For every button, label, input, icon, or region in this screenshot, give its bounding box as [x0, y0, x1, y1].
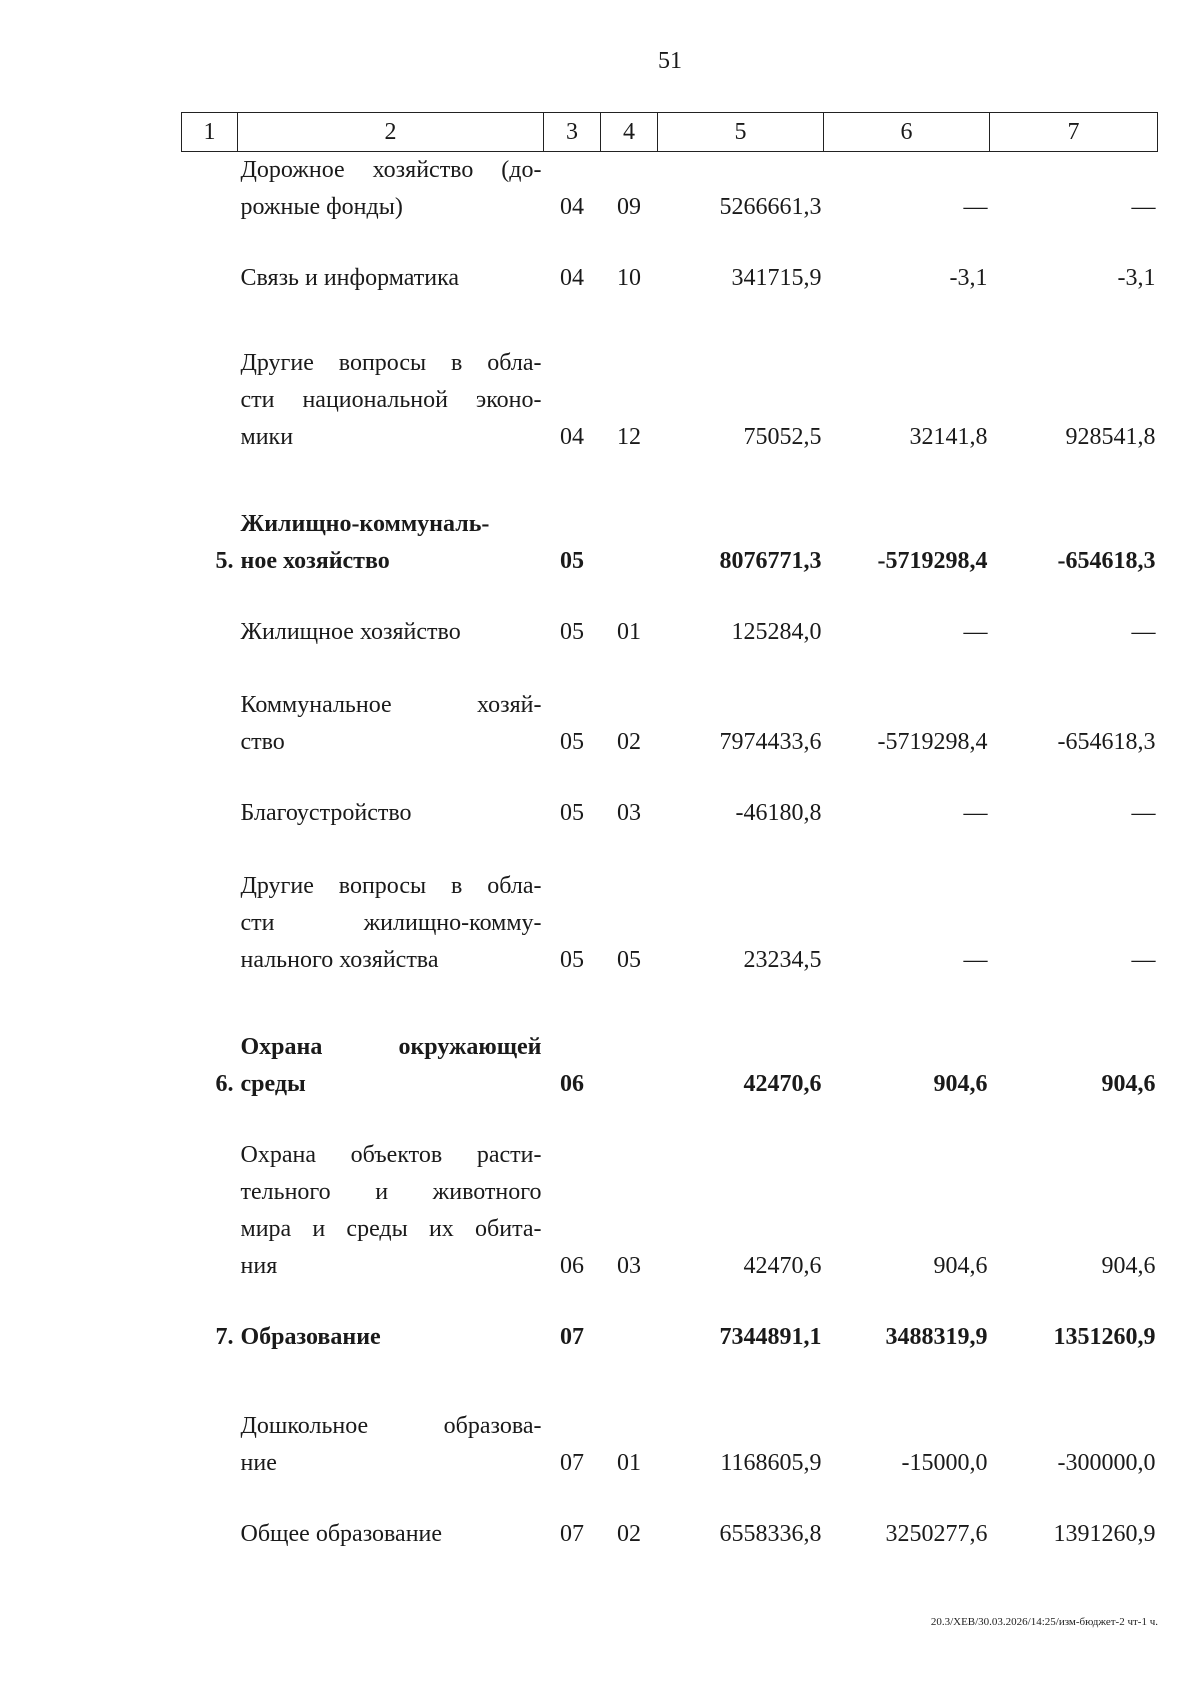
section-code: 05 [560, 947, 584, 973]
amount-col-5: 5266661,3 [719, 194, 822, 220]
amount-col-7: 928541,8 [1065, 424, 1156, 450]
amount-col-5: 6558336,8 [719, 1521, 822, 1547]
section-number [182, 1408, 238, 1482]
item-name-line: Другие вопросы в обла- [240, 350, 542, 376]
row-spacer [182, 761, 1158, 795]
subsection-code: 02 [617, 729, 641, 755]
header-col-4: 4 [601, 113, 658, 152]
table-row [182, 1408, 1158, 1482]
section-code: 04 [560, 265, 584, 291]
section-number [182, 795, 238, 832]
section-code: 07 [560, 1521, 584, 1547]
section-number [182, 152, 238, 227]
item-name-line: ное хозяйство [240, 548, 390, 574]
row-spacer [182, 297, 1158, 345]
item-name [238, 1319, 544, 1356]
amount-col-5: 1168605,9 [720, 1450, 822, 1476]
row-spacer [182, 1285, 1158, 1319]
amount-col-5: 75052,5 [743, 424, 822, 450]
table-row [182, 1137, 1158, 1285]
item-name-line: мики [240, 424, 294, 450]
amount-col-5: 7344891,1 [719, 1324, 822, 1350]
item-name-line: Благоустройство [240, 800, 412, 826]
document-stamp: 20.3/ХЕВ/30.03.2026/14:25/изм-бюджет-2 чт-1 ч. [930, 1616, 1158, 1628]
table-row [182, 506, 1158, 580]
amount-col-7: -3,1 [1117, 265, 1156, 291]
section-code: 07 [560, 1450, 584, 1476]
row-spacer-cell [182, 1482, 1158, 1516]
item-name-line: Жилищно-коммуналь- [240, 511, 490, 537]
amount-col-7: 1391260,9 [1053, 1521, 1156, 1547]
amount-col-5: 42470,6 [743, 1253, 822, 1279]
table-body [182, 152, 1158, 1554]
item-name-line: сти жилищно-комму- [240, 910, 542, 936]
subsection-code [601, 1029, 658, 1103]
item-name [238, 345, 544, 456]
item-name-line: Жилищное хозяйство [240, 619, 461, 645]
budget-table [181, 112, 1158, 1553]
item-name [238, 1029, 544, 1103]
amount-col-6: -3,1 [949, 265, 988, 291]
item-name [238, 1408, 544, 1482]
table-row [182, 868, 1158, 979]
section-number [182, 345, 238, 456]
amount-col-6: -15000,0 [901, 1450, 988, 1476]
row-spacer-cell [182, 1103, 1158, 1137]
subsection-code [601, 506, 658, 580]
section-code: 05 [560, 619, 584, 645]
table-row [182, 614, 1158, 651]
amount-col-7: 904,6 [1101, 1071, 1156, 1097]
row-spacer [182, 1482, 1158, 1516]
item-name [238, 1137, 544, 1285]
row-spacer-cell [182, 979, 1158, 1029]
section-number [182, 1137, 238, 1285]
subsection-code: 01 [617, 1450, 641, 1476]
amount-col-6: — [963, 619, 988, 645]
amount-col-6: 904,6 [933, 1253, 988, 1279]
amount-col-5: 8076771,3 [719, 548, 822, 574]
row-spacer [182, 580, 1158, 614]
section-code: 04 [560, 194, 584, 220]
section-number: 6. [215, 1071, 234, 1097]
header-col-5: 5 [658, 113, 824, 152]
row-spacer [182, 226, 1158, 260]
subsection-code: 03 [617, 1253, 641, 1279]
header-col-6: 6 [824, 113, 990, 152]
header-col-3: 3 [544, 113, 601, 152]
amount-col-7: — [1131, 800, 1156, 826]
item-name [238, 260, 544, 297]
subsection-code: 03 [617, 800, 641, 826]
subsection-code: 12 [617, 424, 641, 450]
row-spacer [182, 832, 1158, 868]
amount-col-5: 7974433,6 [719, 729, 822, 755]
table-row [182, 687, 1158, 761]
subsection-code: 02 [617, 1521, 641, 1547]
table-row [182, 1516, 1158, 1553]
amount-col-7: 1351260,9 [1053, 1324, 1156, 1350]
subsection-code [601, 1319, 658, 1356]
item-name-line: ния [240, 1253, 278, 1279]
section-number [182, 687, 238, 761]
row-spacer [182, 1356, 1158, 1408]
amount-col-6: 3488319,9 [885, 1324, 988, 1350]
amount-col-6: -5719298,4 [877, 548, 988, 574]
subsection-code: 09 [617, 194, 641, 220]
item-name-line: Дошкольное образова- [240, 1413, 542, 1439]
amount-col-7: 904,6 [1101, 1253, 1156, 1279]
table-row [182, 152, 1158, 227]
item-name-line: Коммунальное хозяй- [240, 692, 542, 718]
amount-col-5: 341715,9 [731, 265, 822, 291]
item-name-line: Общее образование [240, 1521, 443, 1547]
row-spacer-cell [182, 651, 1158, 687]
table-row [182, 345, 1158, 456]
item-name-line: ство [240, 729, 285, 755]
row-spacer-cell [182, 580, 1158, 614]
section-code: 06 [560, 1253, 584, 1279]
amount-col-6: 904,6 [933, 1071, 988, 1097]
amount-col-6: — [963, 194, 988, 220]
amount-col-7: — [1131, 194, 1156, 220]
table-row [182, 1029, 1158, 1103]
amount-col-5: 42470,6 [743, 1071, 822, 1097]
header-col-7: 7 [990, 113, 1158, 152]
item-name [238, 614, 544, 651]
amount-col-7: — [1131, 619, 1156, 645]
item-name-line: мира и среды их обита- [240, 1216, 542, 1242]
section-code: 05 [560, 800, 584, 826]
item-name [238, 795, 544, 832]
item-name-line: нального хозяйства [240, 947, 439, 973]
row-spacer-cell [182, 297, 1158, 345]
amount-col-5: 23234,5 [743, 947, 822, 973]
row-spacer-cell [182, 1285, 1158, 1319]
item-name-line: рожные фонды) [240, 194, 403, 220]
item-name [238, 152, 544, 227]
amount-col-6: 3250277,6 [885, 1521, 988, 1547]
subsection-code: 01 [617, 619, 641, 645]
section-number [182, 1516, 238, 1553]
section-code: 06 [560, 1071, 584, 1097]
amount-col-6: 32141,8 [909, 424, 988, 450]
row-spacer-cell [182, 226, 1158, 260]
item-name [238, 687, 544, 761]
item-name-line: Охрана объектов расти- [240, 1142, 542, 1168]
header-col-2: 2 [238, 113, 544, 152]
row-spacer-cell [182, 456, 1158, 506]
section-number [182, 260, 238, 297]
amount-col-6: — [963, 800, 988, 826]
row-spacer [182, 1103, 1158, 1137]
header-col-1: 1 [182, 113, 238, 152]
item-name-line: Охрана окружающей [240, 1034, 542, 1060]
amount-col-5: 125284,0 [731, 619, 822, 645]
row-spacer-cell [182, 1356, 1158, 1408]
item-name [238, 506, 544, 580]
item-name-line: тельного и животного [240, 1179, 542, 1205]
amount-col-7: — [1131, 947, 1156, 973]
item-name-line: ние [240, 1450, 277, 1476]
section-number [182, 614, 238, 651]
page-number: 51 [658, 48, 682, 74]
section-code: 05 [560, 548, 584, 574]
amount-col-7: -654618,3 [1057, 548, 1156, 574]
amount-col-6: -5719298,4 [877, 729, 988, 755]
item-name-line: Образование [240, 1324, 381, 1350]
section-code: 07 [560, 1324, 584, 1350]
section-number [182, 868, 238, 979]
item-name-line: Другие вопросы в обла- [240, 873, 542, 899]
section-code: 05 [560, 729, 584, 755]
table-row [182, 1319, 1158, 1356]
subsection-code: 05 [617, 947, 641, 973]
row-spacer-cell [182, 832, 1158, 868]
row-spacer [182, 651, 1158, 687]
item-name-line: Связь и информатика [240, 265, 460, 291]
section-code: 04 [560, 424, 584, 450]
amount-col-6: — [963, 947, 988, 973]
row-spacer [182, 456, 1158, 506]
table-row [182, 795, 1158, 832]
section-number: 5. [215, 548, 234, 574]
item-name [238, 1516, 544, 1553]
amount-col-7: -654618,3 [1057, 729, 1156, 755]
table-row [182, 260, 1158, 297]
table-header [182, 113, 1158, 152]
item-name [238, 868, 544, 979]
item-name-line: Дорожное хозяйство (до- [240, 157, 542, 183]
item-name-line: сти национальной эконо- [240, 387, 542, 413]
subsection-code: 10 [617, 265, 641, 291]
section-number: 7. [215, 1324, 234, 1350]
amount-col-5: -46180,8 [735, 800, 822, 826]
amount-col-7: -300000,0 [1057, 1450, 1156, 1476]
row-spacer-cell [182, 761, 1158, 795]
item-name-line: среды [240, 1071, 306, 1097]
row-spacer [182, 979, 1158, 1029]
